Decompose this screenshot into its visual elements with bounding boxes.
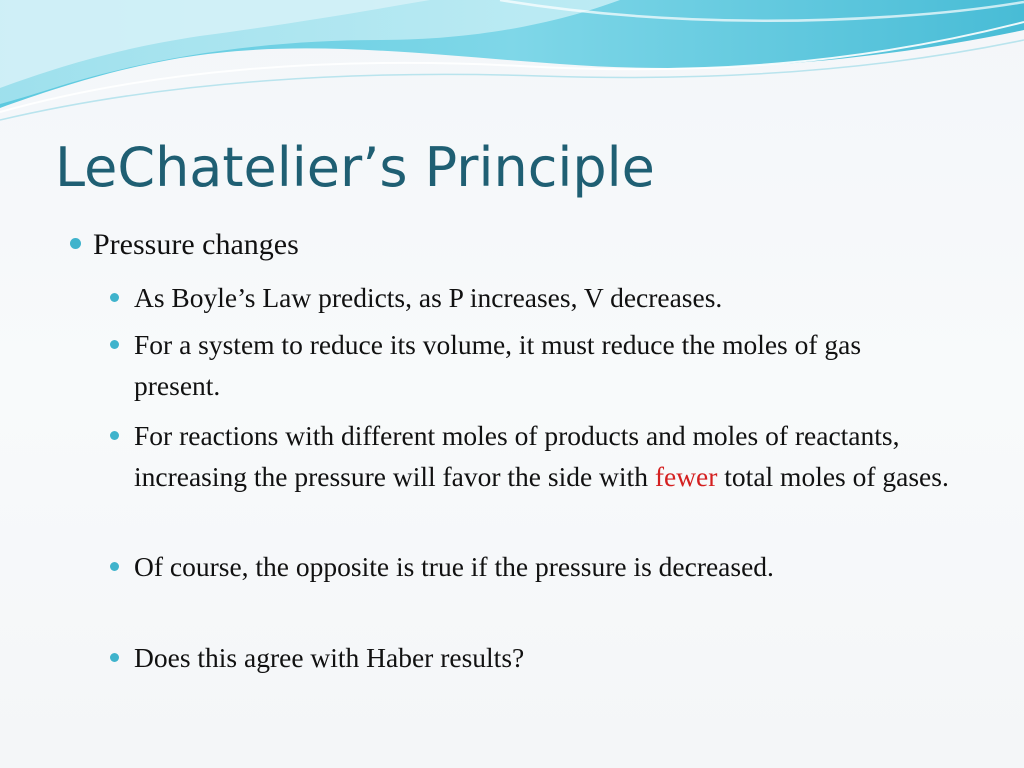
sub-bullet-dot	[110, 293, 119, 302]
sub-bullet-haber: Does this agree with Haber results?	[134, 642, 525, 673]
reactions-text-after: total moles of gases.	[717, 461, 949, 492]
sub-bullet-dot	[110, 562, 119, 571]
emphasis-fewer: fewer	[654, 461, 718, 492]
sub-bullet-opposite: Of course, the opposite is true if the pressure is decreased.	[134, 551, 774, 582]
slide-title: LeChatelier’s Principle	[55, 136, 655, 199]
sub-bullet-dot	[110, 431, 119, 440]
sub-bullet-dot	[110, 340, 119, 349]
sub-bullet-boyles-law: As Boyle’s Law predicts, as P increases, V decreases.	[134, 282, 723, 313]
sub-bullet-reactions	[134, 415, 994, 497]
decorative-wave-header	[0, 0, 1024, 130]
reactions-text-before: For reactions with different moles of products and moles of reactants, increasing the pressure will favor the side with	[134, 420, 900, 492]
bullet-dot	[70, 238, 81, 249]
sub-bullet-reduce-volume: For a system to reduce its volume, it must reduce the moles of gas present.	[134, 329, 862, 401]
sub-bullet-dot	[110, 653, 119, 662]
bullet-pressure-changes: Pressure changes	[93, 228, 299, 261]
